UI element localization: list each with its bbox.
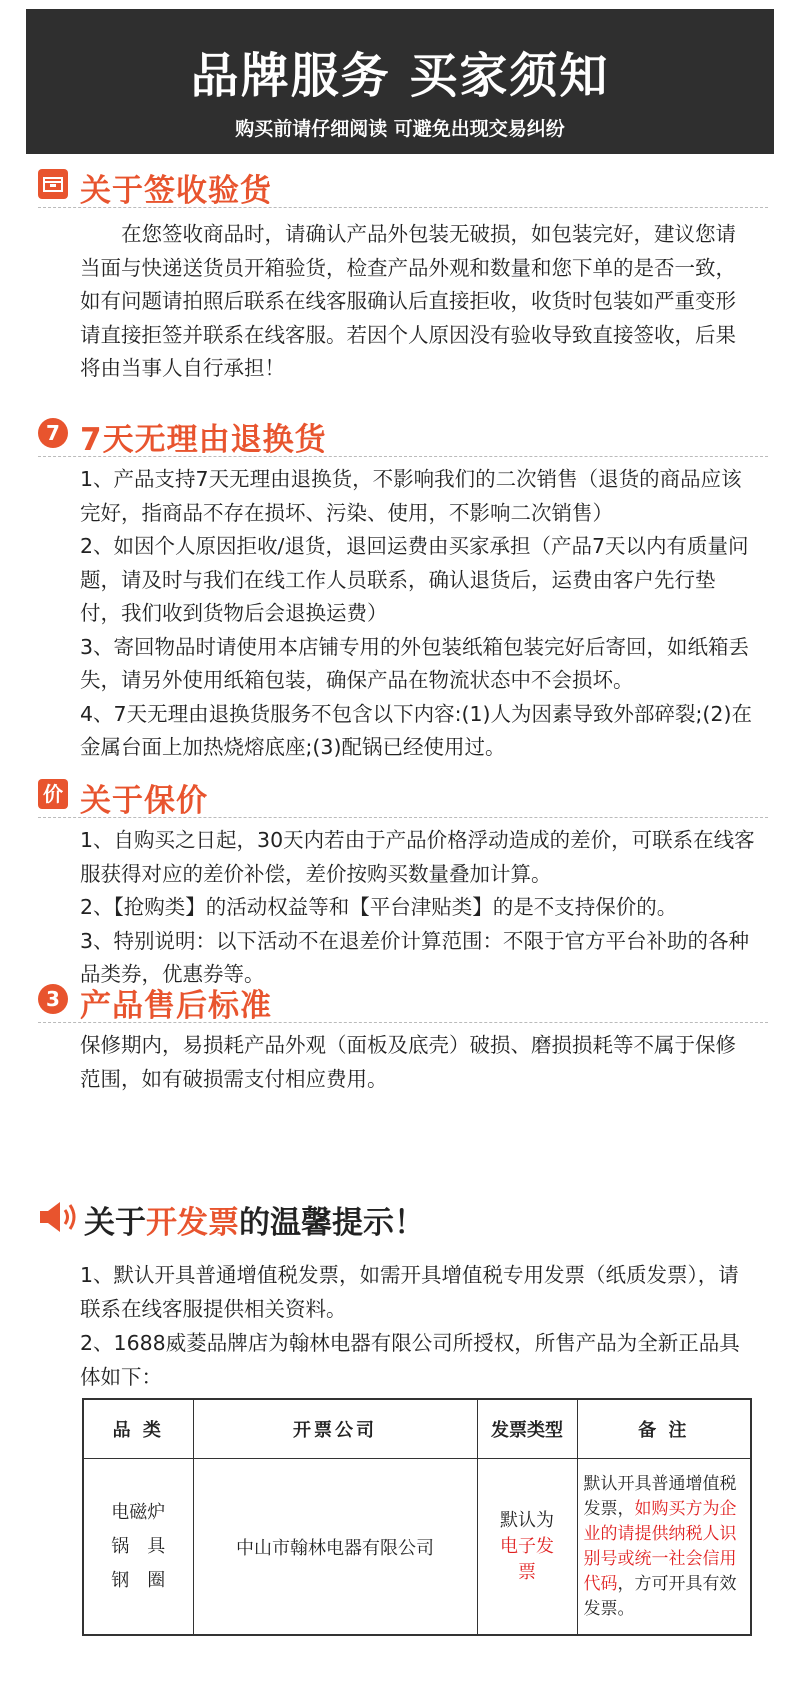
section-title: 关于开发票的温馨提示！ bbox=[84, 1205, 425, 1241]
paragraph: 保修期内，易损耗产品外观（面板及底壳）破损、磨损损耗等不属于保修范围，如有破损需支付相应费用。 bbox=[80, 1033, 736, 1091]
page-subtitle: 购买前请仔细阅读 可避免出现交易纠纷 bbox=[235, 118, 565, 140]
paragraph: 1、自购买之日起，30天内若由于产品价格浮动造成的差价，可联系在线客服获得对应的差价补偿，差价按购买数量叠加计算。 bbox=[80, 828, 755, 886]
section-body-invoice bbox=[80, 1258, 756, 1394]
price-icon: 价 bbox=[38, 779, 68, 809]
invoice-type-cell: 默认为 电子发票 bbox=[477, 1459, 577, 1636]
column-header: 发票类型 bbox=[477, 1399, 577, 1459]
paragraph: 2、【抢购类】的活动权益等和【平台津贴类】的是不支持保价的。 bbox=[80, 895, 678, 919]
section-body-after-sales bbox=[80, 1029, 756, 1096]
box-icon bbox=[38, 169, 68, 199]
section-title: 7天无理由退换货 bbox=[80, 422, 327, 458]
paragraph: 4、7天无理由退换货服务不包含以下内容:(1)人为因素导致外部碎裂;(2)在金属台面上加热烧熔底座;(3)配锅已经使用过。 bbox=[80, 701, 752, 759]
section-body-returns bbox=[80, 463, 756, 765]
section-header-receipt bbox=[38, 163, 768, 208]
column-header: 开票公司 bbox=[193, 1399, 477, 1459]
paragraph: 1、产品支持7天无理由退换货，不影响我们的二次销售（退货的商品应该完好，指商品不存在损坏、污染、使用，不影响二次销售） bbox=[80, 467, 742, 525]
section-title: 关于签收验货 bbox=[80, 173, 272, 209]
speaker-icon bbox=[38, 1199, 80, 1235]
paragraph: 在您签收商品时，请确认产品外包装无破损，如包装完好，建议您请当面与快递送货员开箱验货，检查产品外观和数量和您下单的是否一致，如有问题请拍照后联系在线客服确认后直接拒收，收货时包装如严重变形请直接拒签并联系在线客服。若因个人原因没有验收导致直接签收，后果将由当事人自行承担！ bbox=[80, 222, 736, 380]
section-header-returns bbox=[38, 412, 768, 457]
invoice-table bbox=[82, 1398, 752, 1636]
table-row bbox=[83, 1459, 751, 1636]
page-title: 品牌服务 买家须知 bbox=[190, 48, 610, 104]
paragraph: 3、特别说明：以下活动不在退差价计算范围：不限于官方平台补助的各种品类券，优惠券等。 bbox=[80, 928, 750, 986]
column-header: 品 类 bbox=[83, 1399, 193, 1459]
column-header: 备 注 bbox=[577, 1399, 751, 1459]
paragraph: 1、默认开具普通增值税发票，如需开具增值税专用发票（纸质发票），请联系在线客服提供相关资料。 bbox=[80, 1263, 739, 1321]
section-header-invoice bbox=[38, 1195, 758, 1239]
paragraph: 2、如因个人原因拒收/退货，退回运费由买家承担（产品7天以内有质量问题，请及时与我们在线工作人员联系，确认退货后，运费由客户先行垫付，我们收到货物后会退换运费） bbox=[80, 534, 749, 625]
note-cell: 默认开具普通增值税发票，如购买方为企业的请提供纳税人识别号或统一社会信用代码，方可开具有效发票。 bbox=[577, 1459, 751, 1636]
table-header-row bbox=[83, 1399, 751, 1459]
header-banner bbox=[26, 9, 774, 154]
section-title: 产品售后标准 bbox=[80, 988, 272, 1024]
paragraph: 3、寄回物品时请使用本店铺专用的外包装纸箱包装完好后寄回，如纸箱丢失，请另外使用纸箱包装，确保产品在物流状态中不会损坏。 bbox=[80, 634, 750, 692]
seven-days-icon: 7 bbox=[38, 418, 68, 448]
section-header-after-sales bbox=[38, 978, 768, 1023]
section-body-price-protection bbox=[80, 824, 756, 992]
company-cell: 中山市翰林电器有限公司 bbox=[193, 1459, 477, 1636]
paragraph: 2、1688威菱品牌店为翰林电器有限公司所授权，所售产品为全新正品具体如下： bbox=[80, 1331, 740, 1389]
number-three-icon: 3 bbox=[38, 984, 68, 1014]
section-body-receipt bbox=[80, 218, 756, 386]
section-header-price-protection bbox=[38, 773, 768, 818]
category-cell: 电磁炉 锅 具 钢 圈 bbox=[83, 1459, 193, 1636]
section-title: 关于保价 bbox=[80, 783, 208, 819]
